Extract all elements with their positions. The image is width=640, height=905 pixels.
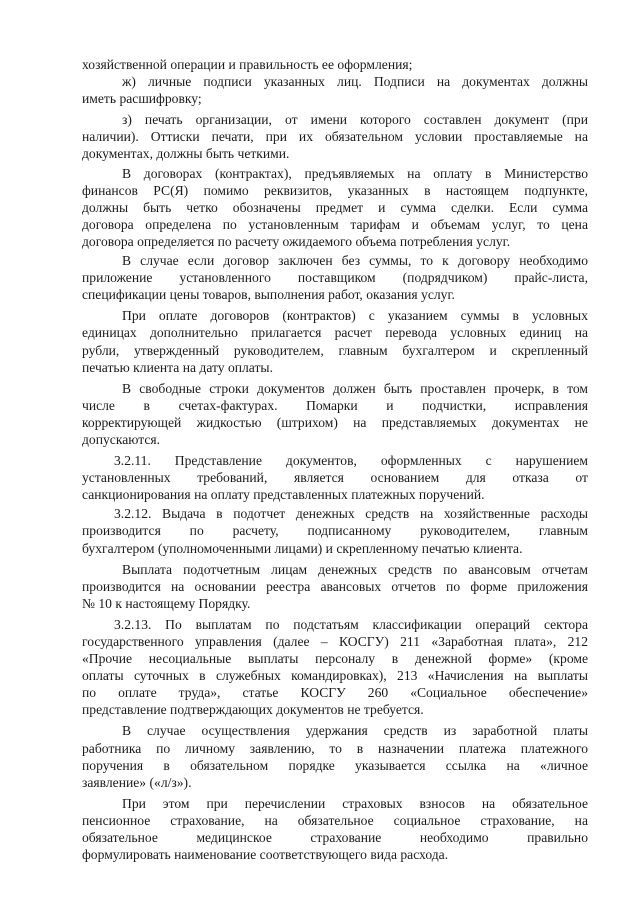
text-line: В случае если договор заключен без суммы, то к договору необходимо xyxy=(122,253,588,269)
text-line: В свободные строки документов должен быть проставлен прочерк, в том xyxy=(122,380,588,396)
text-line: заявление» («л/з»). xyxy=(82,774,192,790)
text-line: При этом при перечислении страховых взносов на обязательное xyxy=(122,795,588,811)
text-line: установленных требований, является основанием для отказа от xyxy=(82,470,588,486)
text-line: пенсионное страхование, на обязательное социальное страхование, на xyxy=(82,812,588,828)
text-line: спецификации цены товаров, выполнения работ, оказания услуг. xyxy=(82,287,455,303)
text-line: ж) личные подписи указанных лиц. Подписи на документах должны xyxy=(122,74,588,90)
text-line: корректирующей жидкостью (штрихом) на представляемых документах не xyxy=(82,414,588,430)
text-line: 3.2.13. По выплатам по подстатьям классификации операций сектора xyxy=(114,616,588,632)
text-line: документах, должны быть четкими. xyxy=(82,146,290,162)
text-line: наличии). Оттиски печати, при их обязательном условии проставляемые на xyxy=(82,129,588,145)
text-line: «Прочие несоциальные выплаты персоналу в денежной форме» (кроме xyxy=(82,651,588,667)
text-line: хозяйственной операции и правильность ее оформления; xyxy=(82,57,413,72)
text-line: поручения в обязательном порядке указывается ссылка на «личное xyxy=(82,757,588,773)
text-line: по оплате труда», статье КОСГУ 260 «Социальное обеспечение» xyxy=(82,685,588,701)
text-line: иметь расшифровку; xyxy=(82,91,202,107)
text-line: печатью клиента на дату оплаты. xyxy=(82,359,273,375)
text-line: В договорах (контрактах), предъявляемых на оплату в Министерство xyxy=(122,165,588,181)
text-line: формулировать наименование соответствующего вида расхода. xyxy=(82,847,449,863)
text-line: государственного управления (далее – КОСГУ) 211 «Заработная плата», 212 xyxy=(82,634,588,649)
text-line: производится по расчету, подписанному руководителем, главным xyxy=(82,523,588,539)
text-line: оплаты суточных в служебных командировках), 213 «Начисления на выплаты xyxy=(82,668,588,684)
text-line: рубли, утвержденный руководителем, главным бухгалтером и скрепленный xyxy=(82,342,588,358)
text-line: представление подтверждающих документов не требуется. xyxy=(82,702,424,718)
text-line: При оплате договоров (контрактов) с указанием суммы в условных xyxy=(122,308,588,324)
text-line: договора определяется по расчету ожидаемого объема потребления услуг. xyxy=(82,233,511,249)
text-line: приложение установленного поставщиком (подрядчиком) прайс-листа, xyxy=(82,270,588,286)
text-line: В случае осуществления удержания средств из заработной платы xyxy=(122,723,588,739)
text-line: производится на основании реестра авансовых отчетов по форме приложения xyxy=(82,578,588,594)
text-line: санкционирования на оплату представленных платежных поручений. xyxy=(82,487,485,503)
text-line: финансов РС(Я) помимо реквизитов, указанных в настоящем подпункте, xyxy=(82,182,588,198)
text-line: должны быть четко обозначены предмет и сумма сделки. Если сумма xyxy=(82,199,588,215)
text-line: з) печать организации, от имени которого составлен документ (при xyxy=(122,112,588,128)
text-line: допускаются. xyxy=(82,431,161,447)
text-line: числе в счетах-фактурах. Помарки и подчистки, исправления xyxy=(82,397,588,413)
text-line: № 10 к настоящему Порядку. xyxy=(82,595,251,611)
text-line: единицах дополнительно прилагается расчет перевода условных единиц на xyxy=(82,325,588,341)
text-line: обязательное медицинское страхование необходимо правильно xyxy=(82,830,588,846)
text-line: работника по личному заявлению, то в назначении платежа платежного xyxy=(82,740,588,756)
text-line: 3.2.12. Выдача в подотчет денежных средств на хозяйственные расходы xyxy=(114,506,588,522)
text-line: договора определена по установленным тарифам и объемам услуг, то цена xyxy=(82,216,588,232)
text-line: Выплата подотчетным лицам денежных средств по авансовым отчетам xyxy=(122,561,588,577)
text-line: 3.2.11. Представление документов, оформленных с нарушением xyxy=(114,453,588,469)
text-line: бухгалтером (уполномоченными лицами) и скрепленному печатью клиента. xyxy=(82,540,523,556)
